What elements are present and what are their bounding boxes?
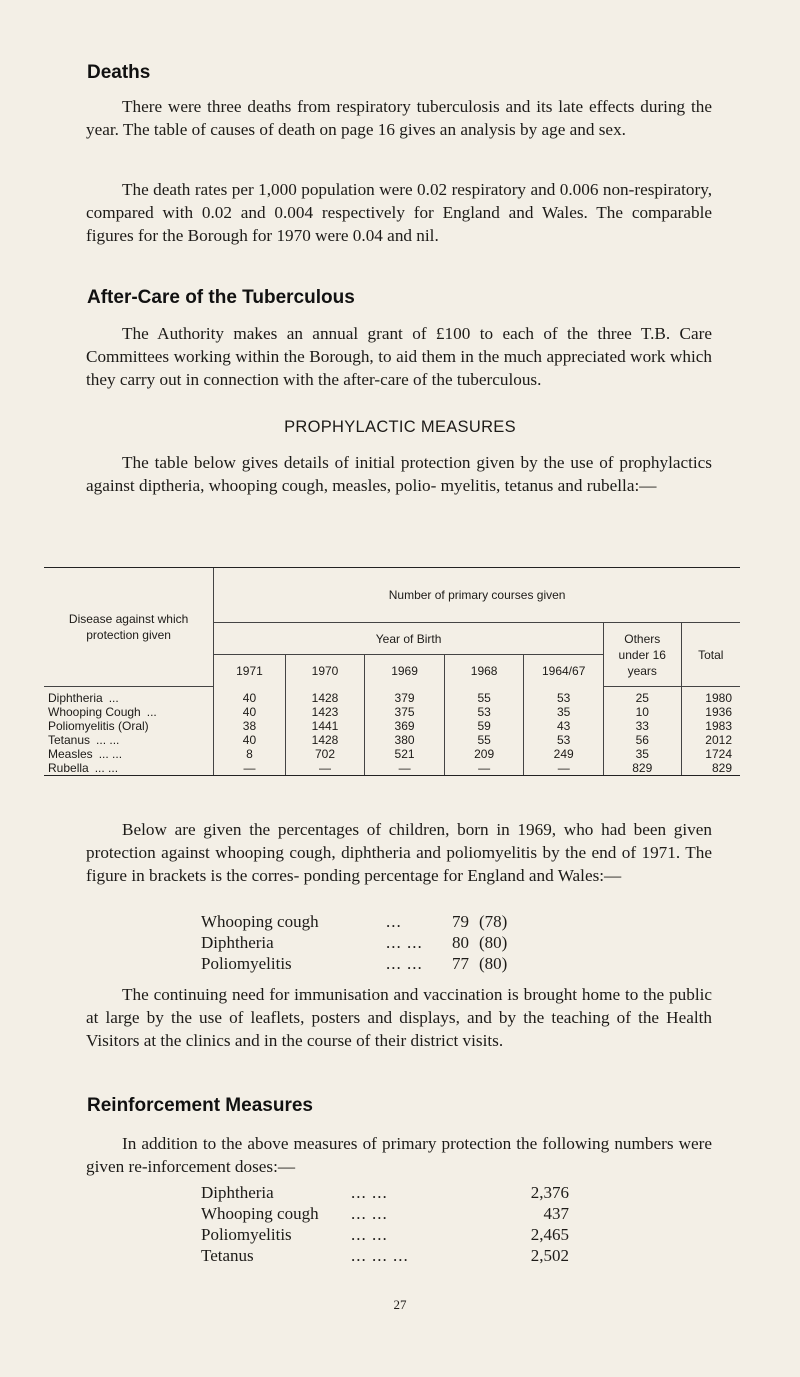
page-number: 27	[393, 1297, 407, 1312]
deaths-heading: Deaths	[87, 62, 151, 83]
table-cell: 1428	[285, 687, 365, 706]
list-item	[201, 954, 581, 975]
table-cell: 379	[365, 687, 445, 706]
table-cell: 829	[603, 761, 681, 776]
disease-column-header: Disease against which protection given	[44, 568, 214, 687]
total-header: Total	[681, 623, 740, 687]
table-cell: 209	[444, 747, 524, 761]
table-cell: 1428	[285, 733, 365, 747]
table-cell: 25	[603, 687, 681, 706]
immunisation-paragraph: The continuing need for immunisation and vaccination is brought home to the public at large by the use of leaflets, posters and displays, and by the teaching of the Health Visitors at the clinics and in the course of their district visits.	[86, 985, 712, 1050]
list-item	[201, 1246, 581, 1267]
disease-label: Tetanus	[48, 733, 91, 747]
deaths-paragraph-2: The death rates per 1,000 population were 0.02 respiratory and 0.006 non-respiratory, compared with 0.02 and 0.004 respectively for England and Wales. The comparable figures for the Borough for 1970 were 0.04 and nil.	[86, 180, 712, 245]
table-cell: —	[524, 761, 604, 776]
table-cell: 1724	[681, 747, 740, 761]
disease-label: Poliomyelitis (Oral)	[48, 719, 149, 733]
year-header: 1970	[285, 655, 365, 687]
table-row	[44, 761, 740, 776]
table-cell: —	[365, 761, 445, 776]
table-row	[44, 733, 740, 747]
table-cell: 55	[444, 733, 524, 747]
disease-name	[44, 747, 214, 761]
reinforcement-heading: Reinforcement Measures	[87, 1095, 313, 1116]
reinforcement-name: Diphtheria	[201, 1183, 274, 1202]
table-cell: 40	[214, 705, 286, 719]
table-cell: 35	[524, 705, 604, 719]
percentage-name: Poliomyelitis	[201, 954, 292, 973]
table-cell: 59	[444, 719, 524, 733]
table-cell: 33	[603, 719, 681, 733]
reinforcement-name: Tetanus	[201, 1246, 254, 1265]
reinforcement-name: Poliomyelitis	[201, 1225, 292, 1244]
table-cell: 53	[524, 687, 604, 706]
table-cell: 53	[524, 733, 604, 747]
disease-name	[44, 761, 214, 776]
list-item	[201, 1183, 581, 1204]
percentage-name: Whooping cough	[201, 912, 319, 931]
leader-dots: ... ...	[96, 733, 120, 747]
percentage-bracket: (80)	[479, 954, 508, 973]
reinforcement-value: 2,376	[530, 1183, 569, 1202]
table-cell: 1936	[681, 705, 740, 719]
reinforcement-dots: ... ...	[351, 1225, 388, 1244]
percentage-value: 77	[452, 954, 469, 973]
reinforcement-value: 2,502	[530, 1246, 569, 1265]
disease-label: Measles	[48, 747, 93, 761]
disease-label: Rubella	[48, 761, 89, 775]
table-cell: 40	[214, 733, 286, 747]
table-cell: 40	[214, 687, 286, 706]
table-cell: 375	[365, 705, 445, 719]
disease-name	[44, 705, 214, 719]
prophylactic-heading: PROPHYLACTIC MEASURES	[284, 418, 516, 436]
table-cell: 2012	[681, 733, 740, 747]
table-cell: —	[214, 761, 286, 776]
disease-name	[44, 687, 214, 706]
reinforcement-name: Whooping cough	[201, 1204, 319, 1223]
table-cell: 829	[681, 761, 740, 776]
year-header: 1964/67	[524, 655, 604, 687]
percentage-dots: ...	[386, 912, 402, 931]
year-of-birth-header: Year of Birth	[214, 623, 604, 655]
list-item	[201, 1204, 581, 1225]
reinforcement-dots: ... ...	[351, 1204, 388, 1223]
leader-dots: ...	[146, 705, 157, 719]
percentages-list	[201, 912, 581, 975]
table-cell: 53	[444, 705, 524, 719]
year-header: 1968	[444, 655, 524, 687]
percentage-dots: ... ...	[386, 954, 423, 973]
reinforcement-value: 2,465	[530, 1225, 569, 1244]
percentage-value: 79	[452, 912, 469, 931]
table-cell: —	[444, 761, 524, 776]
table-cell: 38	[214, 719, 286, 733]
table-cell: 369	[365, 719, 445, 733]
reinforcement-list	[201, 1183, 581, 1267]
reinforcement-paragraph: In addition to the above measures of primary protection the following numbers were given re-inforcement doses:—	[86, 1134, 712, 1176]
others-under-16-header: Others under 16 years	[603, 623, 681, 687]
reinforcement-dots: ... ...	[351, 1183, 388, 1202]
percentage-bracket: (80)	[479, 933, 508, 952]
table-cell: 55	[444, 687, 524, 706]
aftercare-heading: After-Care of the Tuberculous	[87, 287, 355, 308]
table-cell: 521	[365, 747, 445, 761]
list-item	[201, 912, 581, 933]
table-row	[44, 687, 740, 706]
disease-name	[44, 719, 214, 733]
deaths-paragraph-1: There were three deaths from respiratory tuberculosis and its late effects during the year. The table of causes of death on page 16 gives an analysis by age and sex.	[86, 97, 712, 139]
aftercare-paragraph: The Authority makes an annual grant of £100 to each of the three T.B. Care Committees working within the Borough, to aid them in the much appreciated work which they carry out in connection with the after-care of the tuberculous.	[86, 324, 712, 389]
year-header: 1969	[365, 655, 445, 687]
table-cell: 35	[603, 747, 681, 761]
table-cell: 10	[603, 705, 681, 719]
percentage-value: 80	[452, 933, 469, 952]
table-cell: 702	[285, 747, 365, 761]
table-cell: 380	[365, 733, 445, 747]
list-item	[201, 1225, 581, 1246]
list-item	[201, 933, 581, 954]
percentages-paragraph: Below are given the percentages of children, born in 1969, who had been given protection against whooping cough, diphtheria and poliomyelitis by the end of 1971. The figure in brackets is the corres- ponding percentage for England and Wales:—	[86, 820, 712, 885]
table-cell: 56	[603, 733, 681, 747]
percentage-bracket: (78)	[479, 912, 508, 931]
leader-dots: ... ...	[94, 761, 119, 775]
table-cell: 1441	[285, 719, 365, 733]
table-cell: 1980	[681, 687, 740, 706]
table-cell: —	[285, 761, 365, 776]
table-row	[44, 747, 740, 761]
reinforcement-dots: ... ... ...	[351, 1246, 409, 1265]
table-body	[44, 687, 740, 776]
table-row	[44, 705, 740, 719]
primary-courses-table	[44, 567, 740, 776]
leader-dots: ...	[108, 691, 119, 705]
disease-label: Whooping Cough	[48, 705, 141, 719]
reinforcement-value: 437	[543, 1204, 569, 1223]
disease-name	[44, 733, 214, 747]
year-header: 1971	[214, 655, 286, 687]
table-cell: 43	[524, 719, 604, 733]
primary-courses-group-header: Number of primary courses given	[214, 568, 740, 623]
percentage-name: Diphtheria	[201, 933, 274, 952]
table-cell: 1423	[285, 705, 365, 719]
table-cell: 249	[524, 747, 604, 761]
percentage-dots: ... ...	[386, 933, 423, 952]
prophylactic-paragraph: The table below gives details of initial protection given by the use of prophylactics against diptheria, whooping cough, measles, polio- myelitis, tetanus and rubella:—	[86, 453, 712, 495]
table-cell: 1983	[681, 719, 740, 733]
leader-dots: ... ...	[98, 747, 123, 761]
table-cell: 8	[214, 747, 286, 761]
table-row	[44, 719, 740, 733]
disease-label: Diphtheria	[48, 691, 103, 705]
